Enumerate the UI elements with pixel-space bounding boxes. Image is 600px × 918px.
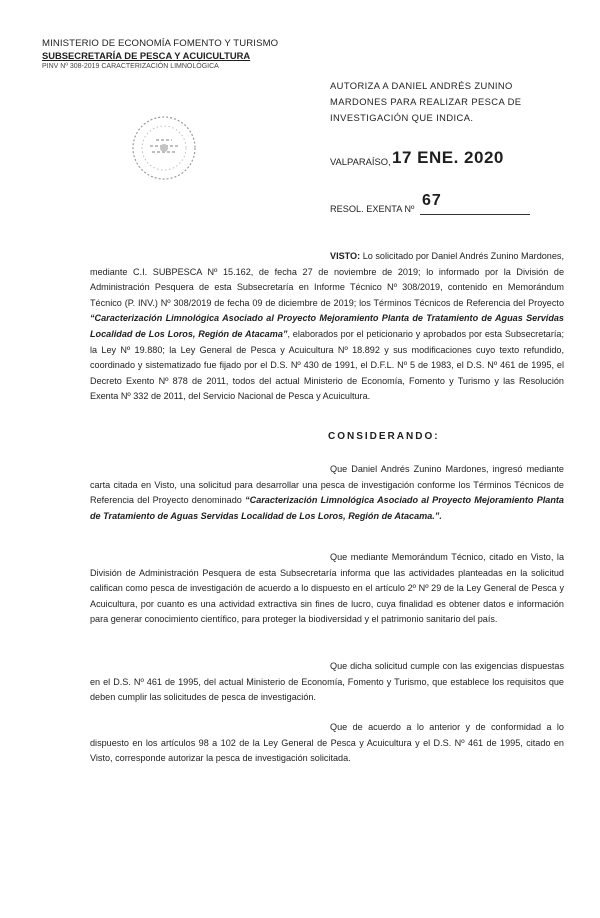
ministry-name: MINISTERIO DE ECONOMÍA FOMENTO Y TURISMO: [42, 38, 279, 49]
visto-paragraph: [90, 249, 564, 405]
considerando-paragraph-2: Que mediante Memorándum Técnico, citado en Visto, la División de Administración Pesquera de esta Subsecretaría informa que las actividades planteadas en la solicitud califican como pesca de investigación de acuerdo a lo dispuesto en el artículo 2º Nº 29 de la Ley General de Pesca y Acuicultura, por cuanto es una actividad extractiva sin fines de lucro, cuya finalidad es obtener datos e información para generar conocimiento científico, para proteger la biodiversidad y el patrimonio sanitario del país.: [90, 552, 564, 625]
resolution-subject: AUTORIZA A DANIEL ANDRÉS ZUNINO MARDONES PARA REALIZAR PESCA DE INVESTIGACIÓN QUE INDICA.: [330, 80, 522, 123]
reference-code: PINV Nº 308-2019 CARACTERIZACIÓN LIMNOLÓGICA: [42, 63, 219, 70]
official-seal-stamp: [128, 112, 200, 184]
visto-project-title: “Caracterización Limnológica Asociado al Proyecto Mejoramiento Planta de Tratamiento de Aguas Servidas Localidad de Los Loros, Región de Atacama”: [90, 313, 564, 339]
stamped-date: 17 ENE. 2020: [392, 148, 504, 167]
considerando-paragraph-4: Que de acuerdo a lo anterior y de conformidad a lo dispuesto en los artículos 98 a 102 de la Ley General de Pesca y Acuicultura y el D.S. Nº 461 de 1995, citado en Visto, corresponde autorizar la pesca de investigación solicitada.: [90, 722, 564, 764]
letterhead: [42, 38, 302, 72]
resolution-number: 67: [422, 192, 442, 209]
resolution-label: RESOL. EXENTA Nº: [330, 204, 415, 214]
considerando-heading: CONSIDERANDO:: [328, 431, 440, 442]
visto-heading: VISTO:: [330, 251, 361, 261]
resolution-number-line: [330, 192, 570, 218]
considerando-paragraph-3: Que dicha solicitud cumple con las exigencias dispuestas en el D.S. Nº 461 de 1995, del actual Ministerio de Economía, Fomento y Turismo, que establece los requisitos que deben cumplir las solicitudes de pesca de investigación.: [90, 661, 564, 703]
place-and-date: [330, 148, 570, 172]
considerando-1-project-title: “Caracterización Limnológica Asociado al Proyecto Mejoramiento Planta de Tratamiento de Aguas Servidas Localidad de Los Loros, Región de Atacama.”.: [90, 495, 564, 521]
considerando-paragraph-1: [90, 462, 564, 524]
subsecretaria-name: SUBSECRETARÍA DE PESCA Y ACUICULTURA: [42, 50, 251, 61]
signature-rule: [420, 214, 530, 215]
city-label: VALPARAÍSO,: [330, 156, 391, 167]
visto-text-part-1: Lo solicitado por Daniel Andrés Zunino Mardones, mediante C.I. SUBPESCA Nº 15.162, de fecha 27 de noviembre de 2019; lo informado por la División de Administración Pesquera de esta Subsecretaría en Informe Técnico Nº 308/2019, contenido en Memorándum Técnico (P. INV.) Nº 308/2019 de fecha 09 de diciembre de 2019; los Términos Técnicos de Referencia del Proyecto: [90, 251, 564, 308]
visto-text-part-2: , elaborados por el peticionario y aprobados por esta Subsecretaría; la Ley Nº 19.880; la Ley General de Pesca y Acuicultura Nº 18.892 y sus modificaciones cuyo texto refundido, coordinado y sistematizado fue fijado por el D.S. Nº 430 de 1991, el D.F.L. Nº 5 de 1983, el D.S. Nº 461 de 1995, el Decreto Exento Nº 878 de 2011, todos del actual Ministerio de Economía, Fomento y Turismo y las Resolución Exenta Nº 332 de 2011, del Servicio Nacional de Pesca y Acuicultura.: [90, 328, 564, 402]
considerando-1-text: Que Daniel Andrés Zunino Mardones, ingresó mediante carta citada en Visto, una solicitud para desarrollar una pesca de investigación conforme los Términos Técnicos de Referencia del Proyecto denominado: [90, 464, 564, 506]
